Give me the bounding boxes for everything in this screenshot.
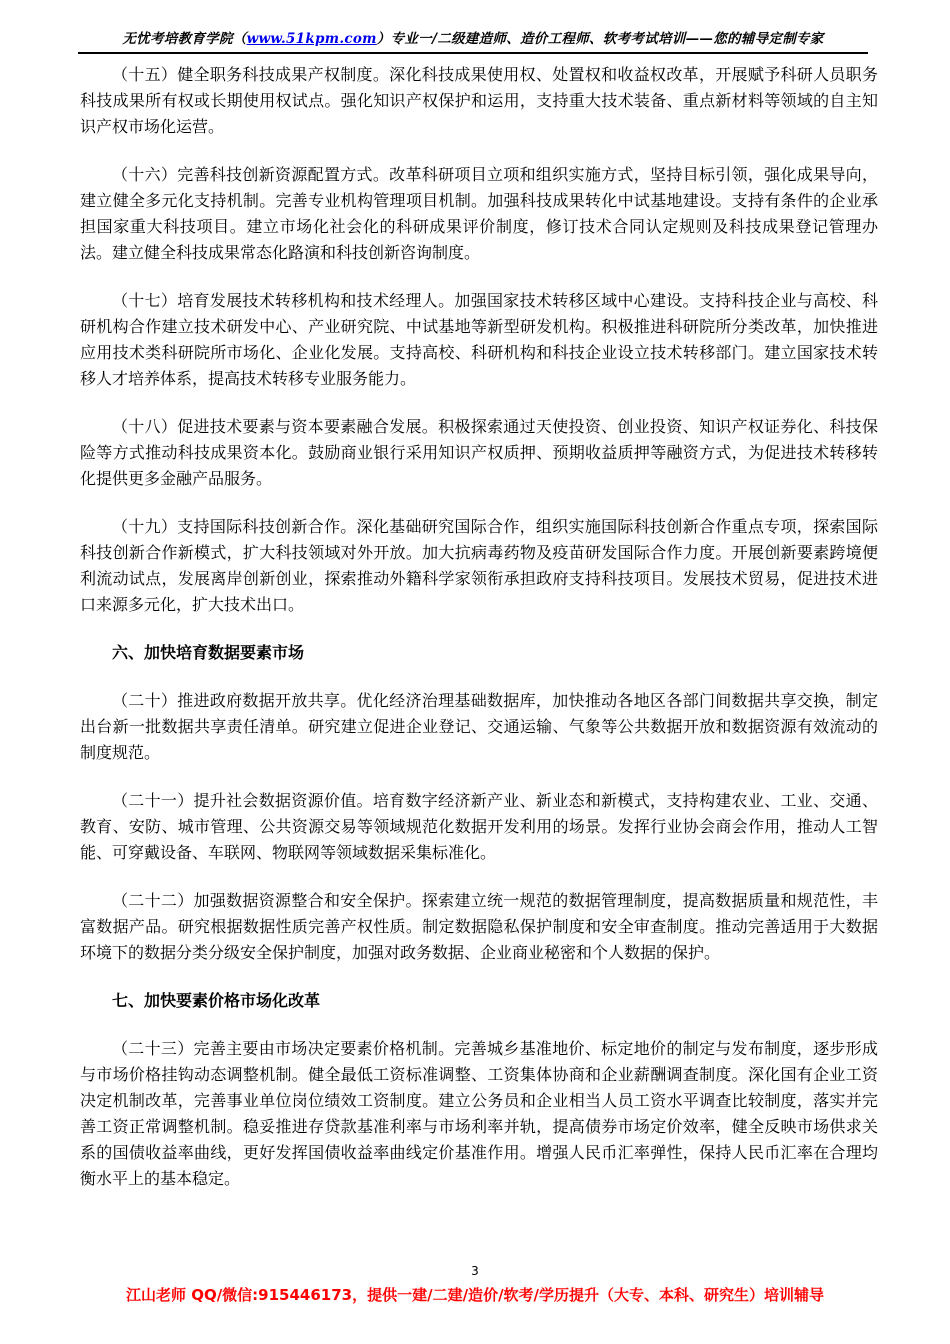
header-website-link[interactable]: www.51kpm.com xyxy=(246,31,377,47)
header-suffix: ）专业一/二级建造师、造价工程师、软考考试培训——您的辅导定制专家 xyxy=(376,31,824,47)
page-footer-contact: 江山老师 QQ/微信:915446173，提供一建/二建/造价/软考/学历提升（大专、本科、研究生）培训辅导 xyxy=(125,1286,825,1304)
paragraph-21: （二十一）提升社会数据资源价值。培育数字经济新产业、新业态和新模式，支持构建农业、工业、交通、教育、安防、城市管理、公共资源交易等领域规范化数据开发利用的场景。发挥行业协会商会作用，推动人工智能、可穿戴设备、车联网、物联网等领域数据采集标准化。 xyxy=(80,791,878,862)
section-7-heading: 七、加快要素价格市场化改革 xyxy=(112,991,321,1010)
document-body xyxy=(80,62,878,1214)
paragraph-23: （二十三）完善主要由市场决定要素价格机制。完善城乡基准地价、标定地价的制定与发布制度，逐步形成与市场价格挂钩动态调整机制。健全最低工资标准调整、工资集体协商和企业薪酬调查制度。深化国有企业工资决定机制改革，完善事业单位岗位绩效工资制度。建立公务员和企业相当人员工资水平调查比较制度，落实并完善工资正常调整机制。稳妥推进存贷款基准利率与市场利率并轨，提高债券市场定价效率，健全反映市场供求关系的国债收益率曲线，更好发挥国债收益率曲线定价基准作用。增强人民币汇率弹性，保持人民币汇率在合理均衡水平上的基本稳定。 xyxy=(80,1039,878,1188)
section-6-heading: 六、加快培育数据要素市场 xyxy=(112,643,305,662)
paragraph-16: （十六）完善科技创新资源配置方式。改革科研项目立项和组织实施方式，坚持目标引领，强化成果导向，建立健全多元化支持机制。完善专业机构管理项目机制。加强科技成果转化中试基地建设。支持有条件的企业承担国家重大科技项目。建立市场化社会化的科研成果评价制度，修订技术合同认定规则及科技成果登记管理办法。建立健全科技成果常态化路演和科技创新咨询制度。 xyxy=(80,165,878,262)
paragraph-20: （二十）推进政府数据开放共享。优化经济治理基础数据库，加快推动各地区各部门间数据共享交换，制定出台新一批数据共享责任清单。研究建立促进企业登记、交通运输、气象等公共数据开放和数据资源有效流动的制度规范。 xyxy=(80,691,878,762)
paragraph-18: （十八）促进技术要素与资本要素融合发展。积极探索通过天使投资、创业投资、知识产权证券化、科技保险等方式推动科技成果资本化。鼓励商业银行采用知识产权质押、预期收益质押等融资方式，为促进技术转移转化提供更多金融产品服务。 xyxy=(80,417,878,488)
page-header xyxy=(78,28,868,54)
paragraph-17: （十七）培育发展技术转移机构和技术经理人。加强国家技术转移区域中心建设。支持科技企业与高校、科研机构合作建立技术研发中心、产业研究院、中试基地等新型研发机构。积极推进科研院所分类改革，加快推进应用技术类科研院所市场化、企业化发展。支持高校、科研机构和科技企业设立技术转移部门。建立国家技术转移人才培养体系，提高技术转移专业服务能力。 xyxy=(80,291,878,388)
paragraph-22: （二十二）加强数据资源整合和安全保护。探索建立统一规范的数据管理制度，提高数据质量和规范性，丰富数据产品。研究根据数据性质完善产权性质。制定数据隐私保护制度和安全审查制度。推动完善适用于大数据环境下的数据分类分级安全保护制度，加强对政务数据、企业商业秘密和个人数据的保护。 xyxy=(80,891,878,962)
page-number: 3 xyxy=(471,1264,479,1278)
paragraph-15: （十五）健全职务科技成果产权制度。深化科技成果使用权、处置权和收益权改革，开展赋予科研人员职务科技成果所有权或长期使用权试点。强化知识产权保护和运用，支持重大技术装备、重点新材料等领域的自主知识产权市场化运营。 xyxy=(80,65,878,136)
paragraph-19: （十九）支持国际科技创新合作。深化基础研究国际合作，组织实施国际科技创新合作重点专项，探索国际科技创新合作新模式，扩大科技领域对外开放。加大抗病毒药物及疫苗研发国际合作力度。开展创新要素跨境便利流动试点，发展离岸创新创业，探索推动外籍科学家领衔承担政府支持科技项目。发展技术贸易，促进技术进口来源多元化，扩大技术出口。 xyxy=(80,517,878,614)
header-prefix: 无忧考培教育学院（ xyxy=(122,31,247,47)
